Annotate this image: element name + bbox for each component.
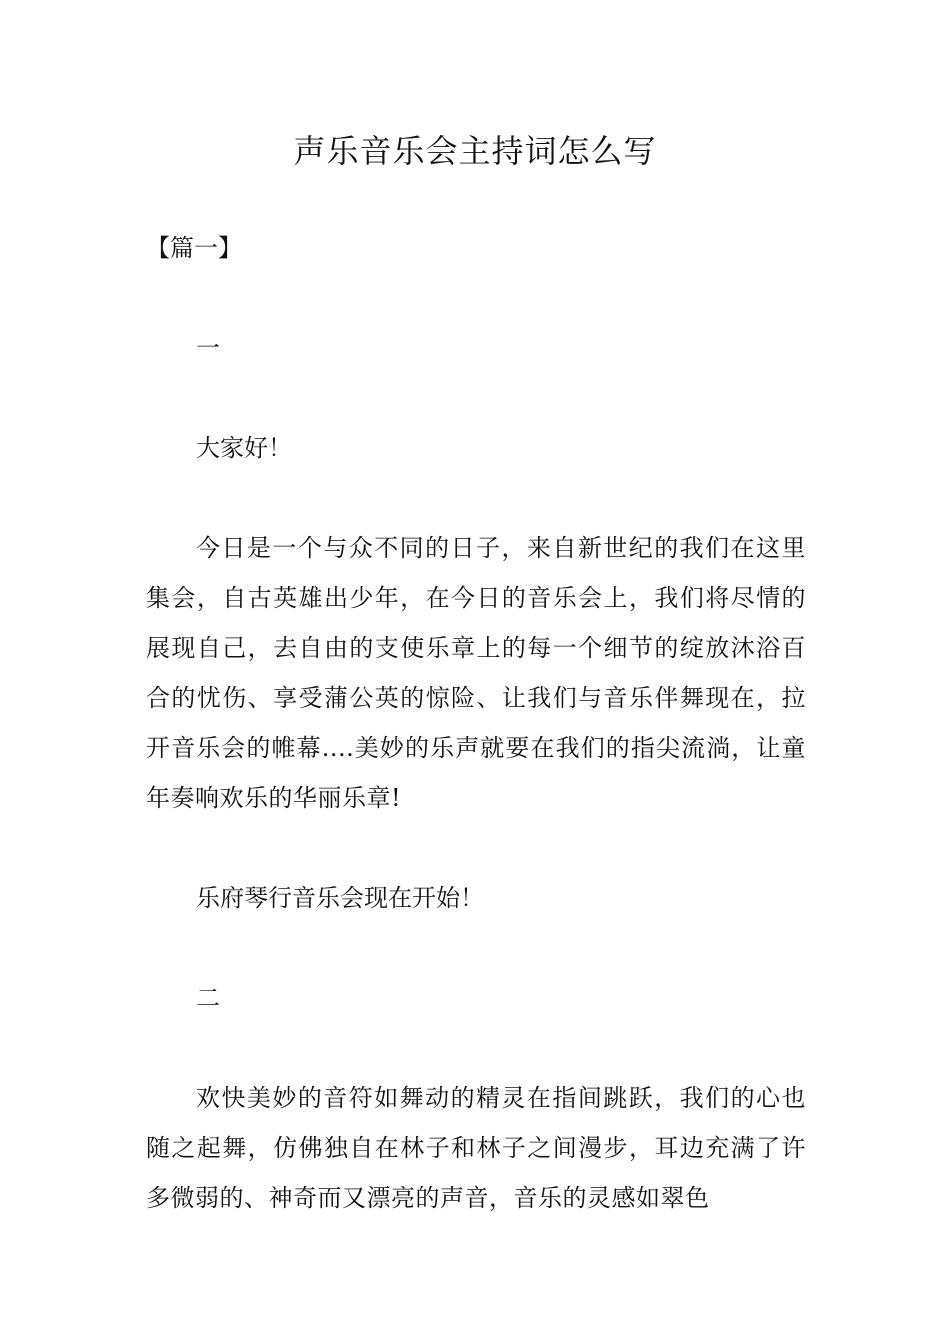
paragraph-one: 今日是一个与众不同的日子，来自新世纪的我们在这里集会，自古英雄出少年，在今日的音乐会上，我们将尽情的展现自己，去自由的支使乐章上的每一个细节的绽放沐浴百合的忧伤、享受蒲公英的惊险、让我们与音乐伴舞现在，拉开音乐会的帷幕....美妙的乐声就要在我们的指尖流淌，让童年奏响欢乐的华丽乐章! — [146, 534, 806, 812]
section-label: 【篇一】 — [146, 234, 242, 262]
part-one-number: 一 — [196, 334, 220, 362]
paragraph-two: 欢快美妙的音符如舞动的精灵在指间跳跃，我们的心也随之起舞，仿佛独自在林子和林子之间漫步，耳边充满了许多微弱的、神奇而又漂亮的声音，音乐的灵感如翠色 — [146, 1084, 806, 1212]
greeting-line: 大家好！ — [196, 434, 292, 462]
part-two-number: 二 — [196, 984, 220, 1012]
document-title: 声乐音乐会主持词怎么写 — [293, 132, 657, 170]
opening-line: 乐府琴行音乐会现在开始！ — [196, 884, 484, 912]
